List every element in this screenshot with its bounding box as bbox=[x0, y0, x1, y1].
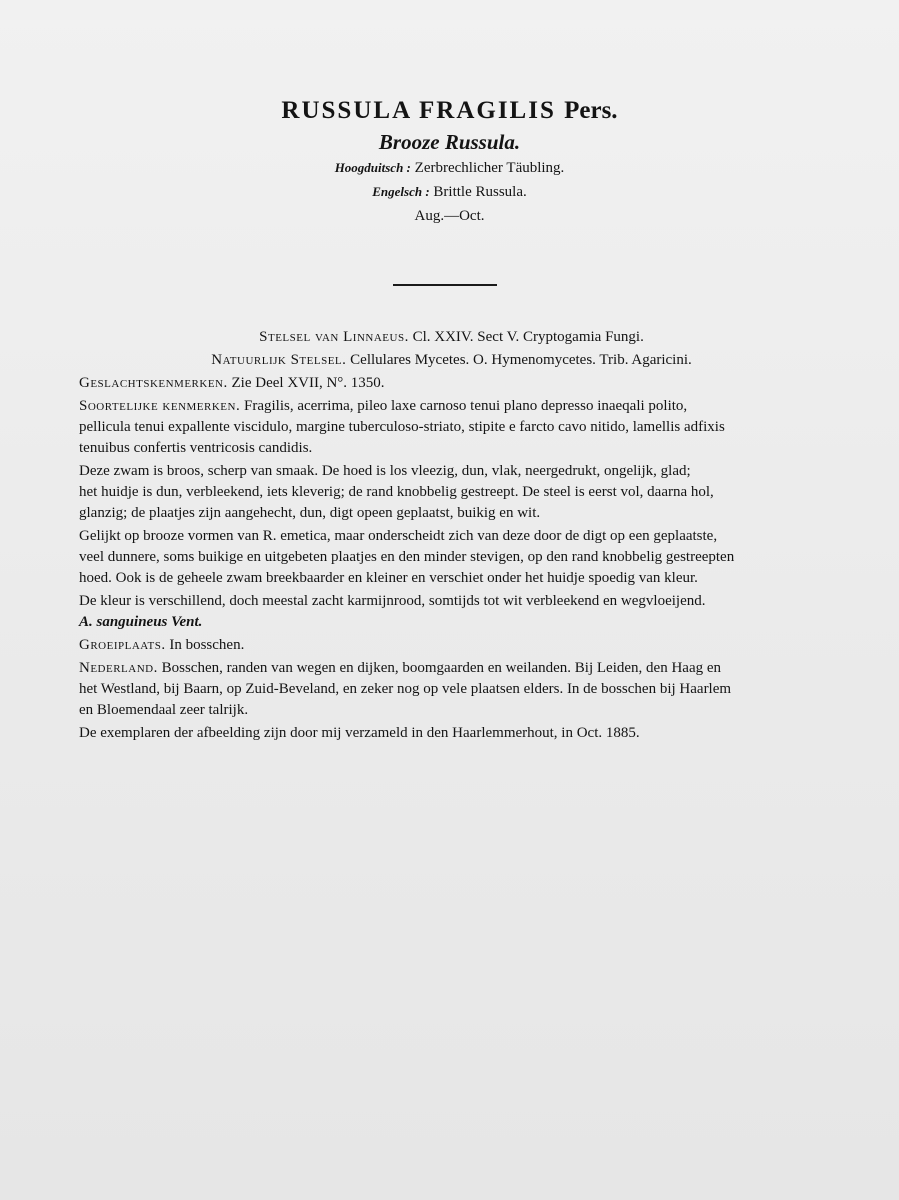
distribution-paragraph bbox=[79, 658, 824, 721]
description-paragraph bbox=[79, 461, 824, 524]
description-line-3: glanzig; de plaatjes zijn aangehecht, dun, digt opeen geplaatst, buikig en wit. bbox=[79, 505, 541, 521]
synonym: A. sanguineus Vent. bbox=[79, 614, 203, 630]
main-text bbox=[79, 327, 824, 744]
season-period: Aug.—Oct. bbox=[414, 208, 485, 224]
german-name-line bbox=[0, 156, 899, 180]
linnaeus-system bbox=[79, 327, 824, 348]
color-line-1: De kleur is verschillend, doch meestal zacht karmijnrood, somtijds tot wit verbleekend en wegvloeijend. bbox=[79, 593, 706, 609]
linnaeus-label: Stelsel van Linnaeus. bbox=[259, 329, 409, 345]
genus-text: Zie Deel XVII, N°. 1350. bbox=[231, 375, 385, 391]
english-language-label: Engelsch : bbox=[372, 184, 430, 199]
specimens-line: De exemplaren der afbeelding zijn door mij verzameld in den Haarlemmerhout, in Oct. 1885. bbox=[79, 725, 640, 741]
comparison-paragraph bbox=[79, 526, 824, 589]
header bbox=[0, 96, 899, 228]
species-label: Soortelijke kenmerken. bbox=[79, 398, 241, 414]
distribution-line-3: en Bloemendaal zeer talrijk. bbox=[79, 702, 249, 718]
author-abbreviation: Pers. bbox=[564, 97, 618, 124]
natural-system bbox=[79, 350, 824, 371]
genus-label: Geslachtskenmerken. bbox=[79, 375, 228, 391]
habitat bbox=[79, 635, 824, 656]
description-line-2: het huidje is dun, verbleekend, iets kleverig; de rand knobbelig gestreept. De steel is eerst vol, daarna hol, bbox=[79, 484, 714, 500]
color-paragraph bbox=[79, 591, 824, 633]
description-line-1: Deze zwam is broos, scherp van smaak. De hoed is los vleezig, dun, vlak, neergedrukt, ongelijk, glad; bbox=[79, 463, 691, 479]
species-characters bbox=[79, 396, 824, 459]
habitat-text: In bosschen. bbox=[169, 637, 245, 653]
dutch-name: Brooze Russula. bbox=[378, 130, 521, 154]
species-line-1 bbox=[79, 396, 824, 417]
german-name: Zerbrechlicher Täubling. bbox=[414, 160, 565, 176]
comparison-line-1: Gelijkt op brooze vormen van R. emetica, maar onderscheidt zich van deze door de digt op een geplaatste, bbox=[79, 528, 718, 544]
english-name: Brittle Russula. bbox=[433, 184, 527, 200]
comparison-line-2: veel dunnere, soms buikige en uitgebeten plaatjes en den minder stevigen, op den rand knobbelig gestreepten bbox=[79, 549, 735, 565]
divider-rule bbox=[393, 284, 497, 286]
distribution-label: Nederland. bbox=[79, 660, 158, 676]
habitat-label: Groeiplaats. bbox=[79, 637, 166, 653]
distribution-line-2: het Westland, bij Baarn, op Zuid-Beveland, en zeker nog op vele plaatsen elders. In de bosschen bij Haarlem bbox=[79, 681, 732, 697]
species-line-3: tenuibus confertis ventricosis candidis. bbox=[79, 440, 313, 456]
distribution-text-1: Bosschen, randen van wegen en dijken, boomgaarden en weilanden. Bij Leiden, den Haag en bbox=[161, 660, 722, 676]
english-name-line bbox=[0, 180, 899, 204]
linnaeus-text: Cl. XXIV. Sect V. Cryptogamia Fungi. bbox=[412, 329, 644, 345]
species-text-1: Fragilis, acerrima, pileo laxe carnoso tenui plano depresso inaeqali polito, bbox=[243, 398, 688, 414]
species-line-2: pellicula tenui expallente viscidulo, margine tuberculoso-striato, stipite e farcto cavo nitido, lamellis adfixis bbox=[79, 419, 725, 435]
natural-text: Cellulares Mycetes. O. Hymenomycetes. Trib. Agaricini. bbox=[350, 352, 692, 368]
page-title bbox=[0, 96, 899, 126]
genus-characters bbox=[79, 373, 824, 394]
species-name: RUSSULA FRAGILIS bbox=[281, 97, 556, 124]
natural-label: Natuurlijk Stelsel. bbox=[211, 352, 347, 368]
distribution-line-1 bbox=[79, 658, 824, 679]
german-language-label: Hoogduitsch : bbox=[334, 160, 411, 175]
comparison-line-3: hoed. Ook is de geheele zwam breekbaarder en kleiner en verschiet onder het huidje spoedig van kleur. bbox=[79, 570, 698, 586]
